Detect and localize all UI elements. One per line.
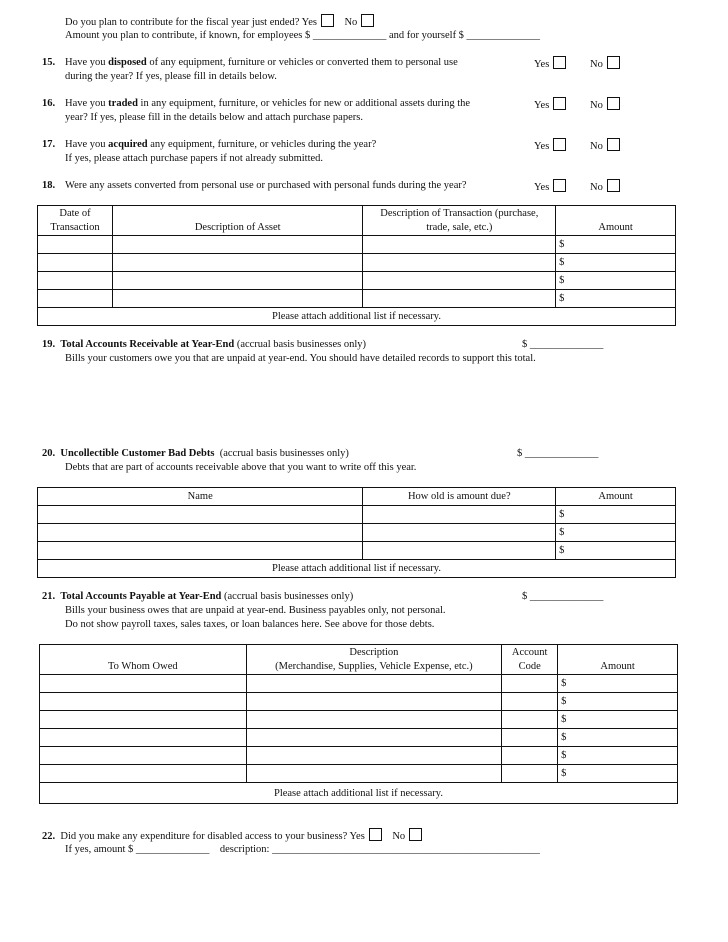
q21-line2: Bills your business owes that are unpaid at year-end. Business payables only, not personal. [65,605,446,616]
table-row[interactable] [40,747,678,765]
header-date: Date of Transaction [38,206,113,236]
q17-yes-checkbox[interactable] [553,138,566,151]
table-row[interactable] [40,675,678,693]
q16-yes: Yes [534,97,566,111]
amount-cell[interactable]: $ [558,675,678,693]
table-row[interactable] [38,542,676,560]
amount-cell[interactable]: $ [556,506,676,524]
header-amount: Amount [556,206,676,236]
asset-transaction-table [37,205,676,326]
q16-yes-checkbox[interactable] [553,97,566,110]
header-amount: Amount [558,645,678,675]
table-footer [38,560,676,578]
q15-no-checkbox[interactable] [607,56,620,69]
attach-note: Please attach additional list if necessary. [40,783,678,804]
q15-line2: during the year? If yes, please fill in details below. [65,71,277,82]
header-name: Name [38,488,363,506]
q17-yes: Yes [534,138,566,152]
amount-cell[interactable]: $ [558,729,678,747]
q18-text: Were any assets converted from personal use or purchased with personal funds during the year? [65,180,467,191]
table-row[interactable] [38,506,676,524]
contribute-question: Do you plan to contribute for the fiscal year just ended? Yes No [65,14,374,28]
table-header [38,488,676,506]
header-whom: To Whom Owed [40,645,247,675]
table-row[interactable] [40,711,678,729]
q18-number: 18. [42,180,56,191]
contribute-no-checkbox[interactable] [361,14,374,27]
amount-cell[interactable]: $ [556,542,676,560]
header-how-old: How old is amount due? [363,488,556,506]
table-row[interactable] [38,290,676,308]
employee-amount-field[interactable]: Amount you plan to contribute, if known, for employees $ ______________ [65,30,387,41]
amount-cell[interactable]: $ [558,747,678,765]
table-header [38,206,676,236]
amount-cell[interactable]: $ [558,693,678,711]
contribute-amount-line [65,30,540,41]
q17-line2: If yes, please attach purchase papers if not already submitted. [65,153,324,164]
q20-text: 20. Uncollectible Customer Bad Debts (accrual basis businesses only) [42,448,349,459]
table-row[interactable] [40,765,678,783]
amount-cell[interactable]: $ [558,765,678,783]
q16-text: Have you traded in any equipment, furniture, or vehicles for new or additional assets during the [65,98,471,109]
amount-cell[interactable]: $ [556,236,676,254]
amount-cell[interactable]: $ [558,711,678,729]
bad-debts-table [37,487,676,578]
amount-cell[interactable]: $ [556,272,676,290]
q16-line2: year? If yes, please fill in the details below and attach purchase papers. [65,112,363,123]
q17-no-checkbox[interactable] [607,138,620,151]
q17-number: 17. [42,139,56,150]
q19-text: 19. Total Accounts Receivable at Year-End (accrual basis businesses only) [42,339,367,350]
table-row[interactable] [38,254,676,272]
q17-text: Have you acquired any equipment, furniture, or vehicles during the year? [65,139,377,150]
header-amount: Amount [556,488,676,506]
header-account-code: Account Code [502,645,558,675]
bad-debts-amount-field[interactable]: $ ______________ [517,448,599,459]
q17-no: No [590,138,620,152]
q16-no: No [590,97,620,111]
table-footer [38,308,676,326]
self-amount-field[interactable]: and for yourself $ ______________ [389,30,541,41]
table-row[interactable] [40,693,678,711]
accessibility-description-field[interactable]: description: ___________________________________________________ [219,844,540,855]
q19-line2: Bills your customers owe you that are unpaid at year-end. You should have detailed records to support this total. [65,353,536,364]
amount-cell[interactable]: $ [556,254,676,272]
q15-number: 15. [42,57,56,68]
q18-no: No [590,179,620,193]
header-transaction: Description of Transaction (purchase, trade, sale, etc.) [363,206,556,236]
receivable-amount-field[interactable]: $ ______________ [522,339,604,350]
q21-line3: Do not show payroll taxes, sales taxes, or loan balances here. See above for those debts. [65,619,435,630]
table-row[interactable] [38,524,676,542]
q15-no: No [590,56,620,70]
q16-number: 16. [42,98,56,109]
header-description: Description (Merchandise, Supplies, Vehicle Expense, etc.) [246,645,502,675]
attach-note: Please attach additional list if necessary. [38,308,676,326]
q21-text: 21. Total Accounts Payable at Year-End (accrual basis businesses only) [42,591,354,602]
payables-table [39,644,678,804]
q18-no-checkbox[interactable] [607,179,620,192]
q22-no-checkbox[interactable] [409,828,422,841]
payable-amount-field[interactable]: $ ______________ [522,591,604,602]
q20-line2: Debts that are part of accounts receivable above that you want to write off this year. [65,462,417,473]
q15-yes: Yes [534,56,566,70]
table-row[interactable] [38,272,676,290]
q15-yes-checkbox[interactable] [553,56,566,69]
accessibility-amount-field[interactable]: If yes, amount $ ______________ [65,844,210,855]
q22-text: 22. Did you make any expenditure for disabled access to your business? Yes No [42,828,422,842]
q22-line2 [65,844,540,855]
table-row[interactable] [38,236,676,254]
attach-note: Please attach additional list if necessary. [38,560,676,578]
q15-text: Have you disposed of any equipment, furniture or vehicles or converted them to personal use [65,57,458,68]
amount-cell[interactable]: $ [556,290,676,308]
q22-yes-checkbox[interactable] [369,828,382,841]
amount-cell[interactable]: $ [556,524,676,542]
header-description: Description of Asset [112,206,363,236]
table-header [40,645,678,675]
q18-yes: Yes [534,179,566,193]
table-footer [40,783,678,804]
q18-yes-checkbox[interactable] [553,179,566,192]
contribute-yes-checkbox[interactable] [321,14,334,27]
table-row[interactable] [40,729,678,747]
q16-no-checkbox[interactable] [607,97,620,110]
